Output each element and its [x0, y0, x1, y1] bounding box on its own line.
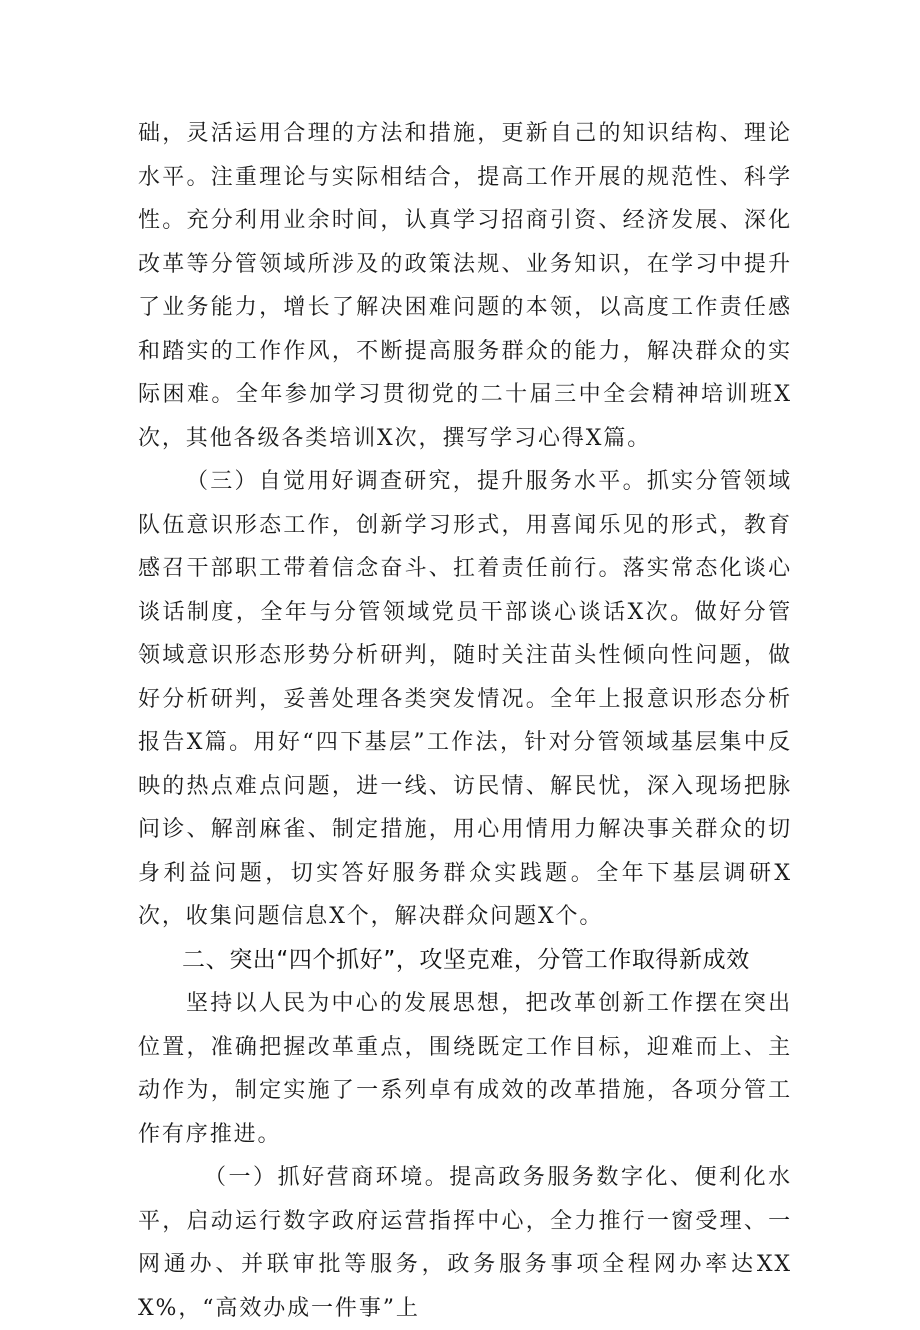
paragraph-section-three: （三）自觉用好调查研究，提升服务水平。抓实分管领域队伍意识形态工作，创新学习形式，用喜闻乐见的形式，教育感召干部职工带着信念奋斗、扛着责任前行。落实常态化谈心谈话制度，全年与分管领域党员干部谈心谈话X次。做好分管领域意识形态形势分析研判，随时关注苗头性倾向性问题，做好分析研判，妥善处理各类突发情况。全年上报意识形态分析报告X篇。用好“四下基层”工作法，针对分管领域基层集中反映的热点难点问题，进一线、访民情、解民忧，深入现场把脉问诊、解剖麻雀、制定措施，用心用情用力解决事关群众的切身利益问题，切实答好服务群众实践题。全年下基层调研X次，收集问题信息X个，解决群众问题X个。 [138, 469, 792, 929]
paragraph-continuation: 础，灵活运用合理的方法和措施，更新自己的知识结构、理论水平。注重理论与实际相结合，提高工作开展的规范性、科学性。充分利用业余时间，认真学习招商引资、经济发展、深化改革等分管领域所涉及的政策法规、业务知识，在学习中提升了业务能力，增长了解决困难问题的本领，以高度工作责任感和踏实的工作作风，不断提高服务群众的能力，解决群众的实际困难。全年参加学习贯彻党的二十届三中全会精神培训班X次，其他各级各类培训X次，撰写学习心得X篇。 [138, 121, 792, 451]
paragraph-section-two-intro: 坚持以人民为中心的发展思想，把改革创新工作摆在突出位置，准确把握改革重点，围绕既定工作目标，迎难而上、主动作为，制定实施了一系列卓有成效的改革措施，各项分管工作有序推进。 [138, 991, 792, 1147]
section-heading-two: 二、突出“四个抓好”，攻坚克难，分管工作取得新成效 [182, 946, 750, 973]
document-body [138, 112, 792, 1330]
paragraph-business-environment: （一）抓好营商环境。提高政务服务数字化、便利化水平，启动运行数字政府运营指挥中心，全力推行一窗受理、一网通办、并联审批等服务，政务服务事项全程网办率达XXX%，“高效办成一件事”上 [138, 1165, 792, 1321]
